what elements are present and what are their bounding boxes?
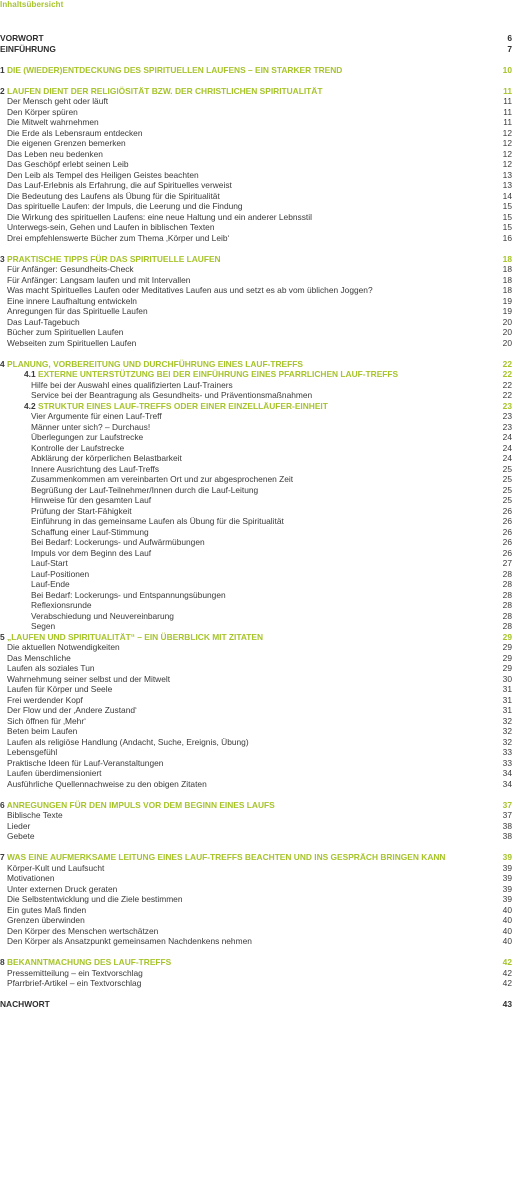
toc-title: Vier Argumente für einen Lauf-Treff: [31, 411, 162, 421]
toc-title: Der Flow und der ‚Andere Zustand‘: [7, 705, 137, 715]
toc-page-number: 32: [502, 715, 512, 726]
toc-page-number: 13: [502, 180, 512, 190]
toc-page-number: 15: [502, 222, 512, 232]
toc-spacer: [0, 989, 512, 1000]
toc-entry: [0, 233, 512, 244]
toc-number: 4.2: [24, 400, 38, 411]
toc-title: Das spirituelle Laufen: der Impuls, die Leerung und die Findung: [7, 201, 243, 211]
toc-spacer: [0, 243, 512, 254]
toc-page-number: 42: [502, 957, 512, 967]
toc-entry: [0, 537, 512, 548]
toc-page-number: 32: [502, 726, 512, 736]
toc-page-number: 39: [502, 883, 512, 894]
toc-title: Prüfung der Start-Fähigkeit: [31, 505, 132, 516]
toc-entry: [0, 495, 512, 506]
toc-spacer: [0, 54, 512, 65]
toc-page-number: 26: [502, 537, 512, 547]
toc-entry: [0, 600, 512, 611]
toc-entry: [0, 747, 512, 758]
toc-title: Hilfe bei der Auswahl eines qualifizierten Lauf-Trainers: [31, 379, 233, 390]
toc-page-number: 18: [502, 274, 512, 285]
toc-title: Das Lauf-Erlebnis als Erfahrung, die auf Spirituelles verweist: [7, 180, 232, 190]
toc-entry: [0, 653, 512, 664]
toc-entry: [0, 863, 512, 874]
toc-page-number: 20: [502, 337, 512, 348]
toc-page-number: 26: [502, 526, 512, 537]
toc-entry: [0, 663, 512, 674]
toc-heading: [0, 999, 512, 1010]
toc-page-number: 40: [502, 904, 512, 915]
toc-page-number: 40: [502, 925, 512, 936]
toc-page-number: 42: [502, 978, 512, 988]
toc-title: Den Körper als Ansatzpunkt gemeinsamen Nachdenkens nehmen: [7, 936, 252, 946]
toc-title: PLANUNG, VORBEREITUNG UND DURCHFÜHRUNG EINES LAUF-TREFFS: [7, 358, 303, 369]
toc-page-number: 30: [502, 673, 512, 684]
toc-title: VORWORT: [0, 33, 44, 43]
toc-entry: [0, 390, 512, 401]
toc-entry: [0, 138, 512, 149]
toc-entry: [0, 695, 512, 706]
toc-number: 5: [0, 631, 7, 642]
toc-title: Das Geschöpf erlebt seinen Leib: [7, 159, 129, 169]
toc-page-number: 43: [502, 999, 512, 1009]
toc-page-number: 22: [502, 358, 512, 369]
toc-entry: [0, 548, 512, 559]
toc-title: Den Körper spüren: [7, 106, 78, 117]
toc-page-number: 19: [502, 295, 512, 306]
toc-title: Webseiten zum Spirituellen Laufen: [7, 337, 137, 348]
toc-page-number: 23: [502, 421, 512, 432]
toc-entry: [0, 611, 512, 622]
toc-entry: [0, 716, 512, 727]
table-of-contents: [0, 33, 512, 1010]
toc-entry: [0, 978, 512, 989]
toc-page-number: 24: [502, 453, 512, 463]
toc-entry: [0, 506, 512, 517]
toc-page-number: 28: [502, 600, 512, 610]
toc-title: Impuls vor dem Beginn des Lauf: [31, 547, 152, 558]
toc-entry: [0, 296, 512, 307]
toc-title: Unterwegs-sein, Gehen und Laufen in biblischen Texten: [7, 222, 215, 232]
toc-title: Den Leib als Tempel des Heiligen Geistes beachten: [7, 169, 199, 180]
toc-title: Das Menschliche: [7, 652, 71, 663]
toc-chapter: [0, 632, 512, 643]
toc-page-number: 28: [502, 621, 512, 631]
toc-entry: [0, 443, 512, 454]
toc-title: Die Bedeutung des Laufens als Übung für die Spiritualität: [7, 190, 220, 201]
toc-title: Die Wirkung des spirituellen Laufens: eine neue Haltung und ein anderer Lebnsstil: [7, 211, 312, 222]
toc-page-number: 29: [502, 642, 512, 652]
toc-section: [0, 401, 512, 412]
toc-title: NACHWORT: [0, 999, 50, 1009]
toc-page-number: 33: [502, 757, 512, 768]
toc-spacer: [0, 75, 512, 86]
toc-entry: [0, 201, 512, 212]
toc-page-number: 16: [502, 232, 512, 243]
toc-page-number: 31: [502, 684, 512, 694]
toc-page-number: 26: [502, 547, 512, 558]
toc-title: Innere Ausrichtung des Lauf-Treffs: [31, 463, 160, 474]
toc-title: Begrüßung der Lauf-Teilnehmer/Innen durch die Lauf-Leitung: [31, 484, 259, 495]
toc-entry: [0, 411, 512, 422]
toc-page-number: 13: [502, 169, 512, 180]
toc-title: Die Mitwelt wahrnehmen: [7, 117, 99, 127]
toc-entry: [0, 590, 512, 601]
toc-page-number: 25: [502, 474, 512, 484]
toc-entry: [0, 327, 512, 338]
toc-entry: [0, 936, 512, 947]
toc-entry: [0, 264, 512, 275]
toc-number: 7: [0, 852, 7, 862]
toc-title: Gebete: [7, 831, 35, 841]
toc-page-number: 39: [502, 894, 512, 904]
toc-page-number: 18: [502, 264, 512, 274]
toc-entry: [0, 968, 512, 979]
toc-number: 4.1: [24, 369, 38, 379]
toc-page-number: 34: [502, 768, 512, 778]
toc-page-number: 28: [502, 610, 512, 621]
toc-entry: [0, 474, 512, 485]
toc-page-number: 11: [503, 106, 512, 117]
toc-page-number: 29: [502, 663, 512, 673]
toc-page-number: 15: [502, 201, 512, 211]
toc-page-number: 42: [502, 967, 512, 978]
toc-page-number: 37: [502, 799, 512, 810]
toc-title: Laufen als soziales Tun: [7, 663, 95, 673]
toc-title: Den Körper des Menschen wertschätzen: [7, 925, 159, 936]
toc-entry: [0, 642, 512, 653]
toc-entry: [0, 894, 512, 905]
toc-title: Die aktuellen Notwendigkeiten: [7, 642, 120, 652]
toc-page-number: 25: [502, 495, 512, 505]
toc-title: Schaffung einer Lauf-Stimmung: [31, 526, 149, 537]
toc-chapter: [0, 800, 512, 811]
toc-number: 4: [0, 358, 7, 369]
toc-page-number: 26: [502, 516, 512, 526]
toc-entry: [0, 338, 512, 349]
toc-entry: [0, 422, 512, 433]
toc-entry: [0, 212, 512, 223]
toc-entry: [0, 905, 512, 916]
toc-entry: [0, 128, 512, 139]
toc-entry: [0, 485, 512, 496]
toc-entry: [0, 915, 512, 926]
toc-entry: [0, 170, 512, 181]
toc-title: Bei Bedarf: Lockerungs- und Entspannungsübungen: [31, 589, 226, 600]
toc-page-number: 23: [502, 400, 512, 411]
toc-page-number: 19: [502, 306, 512, 316]
toc-entry: [0, 107, 512, 118]
toc-page-number: 31: [502, 694, 512, 705]
toc-title: Lauf-Ende: [31, 579, 70, 589]
toc-title: Wahrnehmung seiner selbst und der Mitwelt: [7, 673, 171, 684]
toc-entry: [0, 558, 512, 569]
toc-page-number: 28: [502, 579, 512, 589]
toc-chapter: [0, 359, 512, 370]
toc-entry: [0, 317, 512, 328]
toc-chapter: [0, 86, 512, 97]
toc-entry: [0, 432, 512, 443]
toc-number: 3: [0, 253, 7, 264]
toc-page-number: 27: [502, 558, 512, 568]
toc-page-number: 11: [503, 85, 512, 96]
toc-title: PRAKTISCHE TIPPS FÜR DAS SPIRITUELLE LAUFEN: [7, 253, 221, 264]
toc-page-number: 40: [502, 936, 512, 946]
toc-entry: [0, 779, 512, 790]
toc-title: Ein gutes Maß finden: [7, 904, 87, 915]
toc-entry: [0, 884, 512, 895]
toc-page-number: 14: [502, 190, 512, 201]
toc-page-number: 25: [502, 484, 512, 495]
toc-title: Einführung in das gemeinsame Laufen als Übung für die Spiritualität: [31, 516, 284, 526]
toc-title: Praktische Ideen für Lauf-Veranstaltungen: [7, 757, 164, 768]
toc-page-number: 34: [502, 778, 512, 789]
toc-chapter: [0, 65, 512, 76]
toc-page-number: 20: [502, 327, 512, 337]
toc-page-number: 38: [502, 820, 512, 831]
toc-page-number: 15: [502, 211, 512, 222]
toc-title: Biblische Texte: [7, 810, 63, 820]
toc-number: 1: [0, 64, 7, 75]
toc-entry: [0, 579, 512, 590]
toc-heading: [0, 44, 512, 55]
toc-title: Abklärung der körperlichen Belastbarkeit: [31, 453, 182, 463]
toc-title: Männer unter sich? – Durchaus!: [31, 421, 151, 432]
toc-title: ANREGUNGEN FÜR DEN IMPULS VOR DEM BEGINN EINES LAUFS: [6, 799, 275, 810]
toc-page-number: 39: [502, 862, 512, 873]
toc-chapter: [0, 852, 512, 863]
toc-title: Eine innere Laufhaltung entwickeln: [7, 295, 137, 306]
toc-entry: [0, 831, 512, 842]
toc-title: Verabschiedung und Neuvereinbarung: [31, 610, 174, 621]
toc-title: Drei empfehlenswerte Bücher zum Thema ‚Körper und Leib‘: [7, 232, 230, 243]
toc-page-number: 33: [502, 747, 512, 757]
toc-entry: [0, 275, 512, 286]
toc-spacer: [0, 947, 512, 958]
toc-number: 8: [0, 957, 7, 967]
toc-entry: [0, 684, 512, 695]
toc-title: EINFÜHRUNG: [0, 43, 56, 54]
toc-title: Der Mensch geht oder läuft: [7, 96, 109, 106]
toc-page-number: 22: [502, 369, 512, 379]
toc-title: Bei Bedarf: Lockerungs- und Aufwärmübungen: [31, 537, 205, 547]
toc-title: Das Lauf-Tagebuch: [7, 316, 80, 327]
toc-title: LAUFEN DIENT DER RELIGIÖSITÄT BZW. DER CHRISTLICHEN SPIRITUALITÄT: [7, 85, 323, 96]
toc-title: Laufen für Körper und Seele: [7, 684, 113, 694]
toc-page-number: 11: [503, 117, 512, 127]
toc-page-number: 40: [502, 915, 512, 925]
toc-title: Die Selbstentwicklung und die Ziele bestimmen: [7, 894, 183, 904]
toc-heading: [0, 33, 512, 44]
toc-title: STRUKTUR EINES LAUF-TREFFS ODER EINER EINZELLÄUFER-EINHEIT: [37, 400, 328, 411]
toc-entry: [0, 149, 512, 160]
toc-entry: [0, 285, 512, 296]
toc-entry: [0, 621, 512, 632]
toc-page-number: 12: [502, 138, 512, 148]
toc-title: Was macht Spirituelles Laufen oder Meditatives Laufen aus und setzt es ab vom üblichen Joggen?: [7, 285, 373, 295]
toc-title: Unter externen Druck geraten: [7, 883, 118, 894]
toc-title: Frei werdender Kopf: [7, 694, 83, 705]
toc-page-number: 28: [502, 568, 512, 579]
toc-title: Segen: [31, 621, 56, 631]
toc-title: Zusammenkommen am vereinbarten Ort und zur abgesprochenen Zeit: [31, 474, 294, 484]
toc-entry: [0, 222, 512, 233]
toc-title: EXTERNE UNTERSTÜTZUNG BEI DER EINFÜHRUNG EINES PFARRLICHEN LAUF-TREFFS: [37, 369, 399, 379]
toc-title: Ausführliche Quellennachweise zu den obigen Zitaten: [7, 778, 207, 789]
toc-page-number: 25: [502, 463, 512, 474]
toc-title: Das Leben neu bedenken: [7, 148, 103, 159]
toc-chapter: [0, 254, 512, 265]
toc-title: „LAUFEN UND SPIRITUALITÄT“ – EIN ÜBERBLICK MIT ZITATEN: [7, 631, 264, 642]
toc-entry: [0, 726, 512, 737]
toc-entry: [0, 117, 512, 128]
toc-page-number: 39: [502, 852, 512, 862]
toc-entry: [0, 873, 512, 884]
toc-page-number: 12: [502, 148, 512, 159]
toc-entry: [0, 180, 512, 191]
toc-title: Motivationen: [7, 873, 55, 883]
toc-title: BEKANNTMACHUNG DES LAUF-TREFFS: [7, 957, 172, 967]
toc-entry: [0, 96, 512, 107]
toc-title: Service bei der Beantragung als Gesundheits- und Präventionsmaßnahmen: [31, 390, 313, 400]
toc-entry: [0, 191, 512, 202]
toc-entry: [0, 737, 512, 748]
toc-page-number: 26: [502, 505, 512, 516]
toc-spacer: [0, 789, 512, 800]
toc-entry: [0, 464, 512, 475]
toc-entry: [0, 527, 512, 538]
toc-entry: [0, 380, 512, 391]
toc-spacer: [0, 348, 512, 359]
toc-entry: [0, 926, 512, 937]
toc-title: DIE (WIEDER)ENTDECKUNG DES SPIRITUELLEN LAUFENS – EIN STARKER TREND: [7, 64, 343, 75]
toc-page-number: 39: [502, 873, 512, 883]
toc-title: Die eigenen Grenzen bemerken: [7, 138, 126, 148]
toc-page-number: 12: [502, 127, 512, 138]
toc-page-number: 22: [502, 379, 512, 390]
toc-title: Laufen als religiöse Handlung (Andacht, Suche, Ereignis, Übung): [7, 736, 249, 747]
toc-page-number: 29: [502, 652, 512, 663]
toc-title: Überlegungen zur Laufstrecke: [31, 432, 144, 442]
toc-entry: [0, 674, 512, 685]
toc-page-number: 23: [502, 411, 512, 421]
toc-page-number: 11: [503, 96, 512, 106]
toc-page-number: 24: [502, 442, 512, 453]
toc-page-number: 28: [502, 589, 512, 600]
toc-title: Anregungen für das Spirituelle Laufen: [7, 306, 148, 316]
toc-page-number: 10: [502, 64, 512, 75]
toc-page-number: 37: [502, 810, 512, 820]
toc-spacer: [0, 842, 512, 853]
toc-entry: [0, 810, 512, 821]
toc-title: Lieder: [7, 820, 31, 831]
toc-page-number: 6: [507, 33, 512, 43]
toc-title: Körper-Kult und Laufsucht: [7, 862, 105, 873]
toc-entry: [0, 821, 512, 832]
toc-page-number: 20: [502, 316, 512, 327]
toc-title: Hinweise für den gesamten Lauf: [31, 495, 152, 505]
toc-title: WAS EINE AUFMERKSAME LEITUNG EINES LAUF-TREFFS BEACHTEN UND INS GESPRÄCH BRINGEN KANN: [7, 852, 446, 862]
toc-title: Die Erde als Lebensraum entdecken: [7, 127, 143, 138]
toc-entry: [0, 705, 512, 716]
toc-entry: [0, 159, 512, 170]
toc-entry: [0, 758, 512, 769]
toc-title: Für Anfänger: Gesundheits-Check: [7, 264, 134, 274]
toc-title: Für Anfänger: Langsam laufen und mit Intervallen: [7, 274, 191, 285]
toc-page-number: 31: [502, 705, 512, 715]
toc-title: Grenzen überwinden: [7, 915, 85, 925]
toc-title: Pressemitteilung – ein Textvorschlag: [7, 967, 143, 978]
toc-title: Laufen überdimensioniert: [7, 768, 102, 778]
toc-page-number: 12: [502, 159, 512, 169]
toc-entry: [0, 768, 512, 779]
toc-title: Bücher zum Spirituellen Laufen: [7, 327, 124, 337]
toc-title: Lauf-Start: [31, 558, 68, 568]
toc-entry: [0, 516, 512, 527]
toc-page-number: 38: [502, 831, 512, 841]
toc-title: Pfarrbrief-Artikel – ein Textvorschlag: [7, 978, 142, 988]
toc-number: 2: [0, 85, 7, 96]
toc-page-number: 18: [502, 253, 512, 264]
toc-page-number: 7: [507, 43, 512, 54]
toc-page-number: 22: [502, 390, 512, 400]
toc-title: Beten beim Laufen: [7, 726, 78, 736]
toc-title: Kontrolle der Laufstrecke: [31, 442, 125, 453]
toc-title: Lauf-Positionen: [31, 568, 90, 579]
toc-page-number: 18: [502, 285, 512, 295]
toc-title: Lebensgefühl: [7, 747, 58, 757]
toc-page-number: 29: [502, 631, 512, 642]
toc-title: Reflexionsrunde: [31, 600, 92, 610]
toc-page-number: 24: [502, 432, 512, 442]
toc-section: [0, 369, 512, 380]
toc-entry: [0, 569, 512, 580]
toc-chapter: [0, 957, 512, 968]
toc-entry: [0, 453, 512, 464]
toc-entry: [0, 306, 512, 317]
toc-page-number: 32: [502, 736, 512, 747]
toc-title: Sich öffnen für ‚Mehr‘: [7, 715, 86, 726]
toc-number: 6: [0, 799, 7, 810]
page-header: Inhaltsübersicht: [0, 0, 64, 9]
